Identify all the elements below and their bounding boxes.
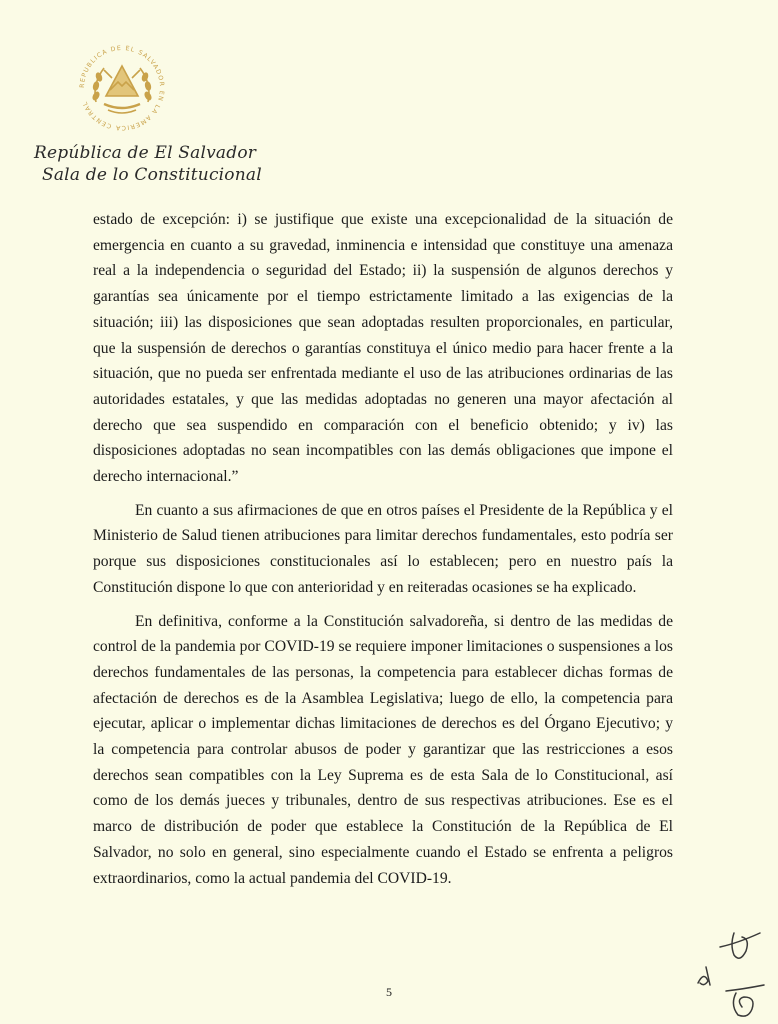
body-paragraph: estado de excepción: i) se justifique que existe una excepcionalidad de la situación de emergencia en cuanto a su gravedad, inminencia e intensidad que constituye una amenaza real a la independencia o seguridad del Estado; ii) la suspensión de algunos derechos y garantías sea únicamente por el tiempo estrictamente limitado a las exigencias de la situación; iii) las disposiciones que sean adoptadas resulten proporcionales, en particular, que la suspensión de derechos o garantías constituya el único medio para hacer frente a la situación, que no pueda ser enfrentada mediante el uso de las atribuciones ordinarias de las autoridades estatales, y que las medidas adoptadas no generen una mayor afectación al derecho que sea suspendido en comparación con el beneficio obtenido; y iv) las disposiciones adoptadas no sean incompatibles con las demás obligaciones que impone el derecho internacional.” xyxy=(93,211,673,486)
body-paragraph: En cuanto a sus afirmaciones de que en otros países el Presidente de la República y el Ministerio de Salud tienen atribuciones para limitar derechos fundamentales, esto podría ser porque sus disposiciones constitucionales así lo establecen; pero en nuestro país la Constitución dispone lo que con anterioridad y en reiteradas ocasiones se ha explicado. xyxy=(93,501,673,596)
header-chamber: Sala de lo Constitucional xyxy=(42,165,262,185)
body-paragraph: En definitiva, conforme a la Constitución salvadoreña, si dentro de las medidas de control de la pandemia por COVID-19 se requiere imponer limitaciones o suspensiones a los derechos fundamentales de las personas, la competencia para establecer dichas formas de afectación de derechos es de la Asamblea Legislativa; luego de ello, la competencia para ejecutar, aplicar o implementar dichas limitaciones de derechos es del Órgano Ejecutivo; y la competencia para controlar abusos de poder y garantizar que las restricciones a esos derechos sean compatibles con la Ley Suprema es de esta Sala de lo Constitucional, así como de los demás jueces y tribunales, dentro de sus respectivas atribuciones. Ese es el marco de distribución de poder que establece la Constitución de la República de El Salvador, no solo en general, sino especialmente cuando el Estado se enfrenta a peligros extraordinarios, como la actual pandemia del COVID-19. xyxy=(93,612,673,887)
court-header xyxy=(34,142,262,186)
seal-ring-text: REPUBLICA DE EL SALVADOR EN LA AMERICA CENTRAL xyxy=(78,44,166,132)
coat-of-arms-seal-icon xyxy=(74,40,170,136)
page-number: 5 xyxy=(386,985,392,999)
document-body xyxy=(93,207,673,891)
header-republic: República de El Salvador xyxy=(34,143,257,163)
handwritten-initials-icon xyxy=(690,925,770,1020)
